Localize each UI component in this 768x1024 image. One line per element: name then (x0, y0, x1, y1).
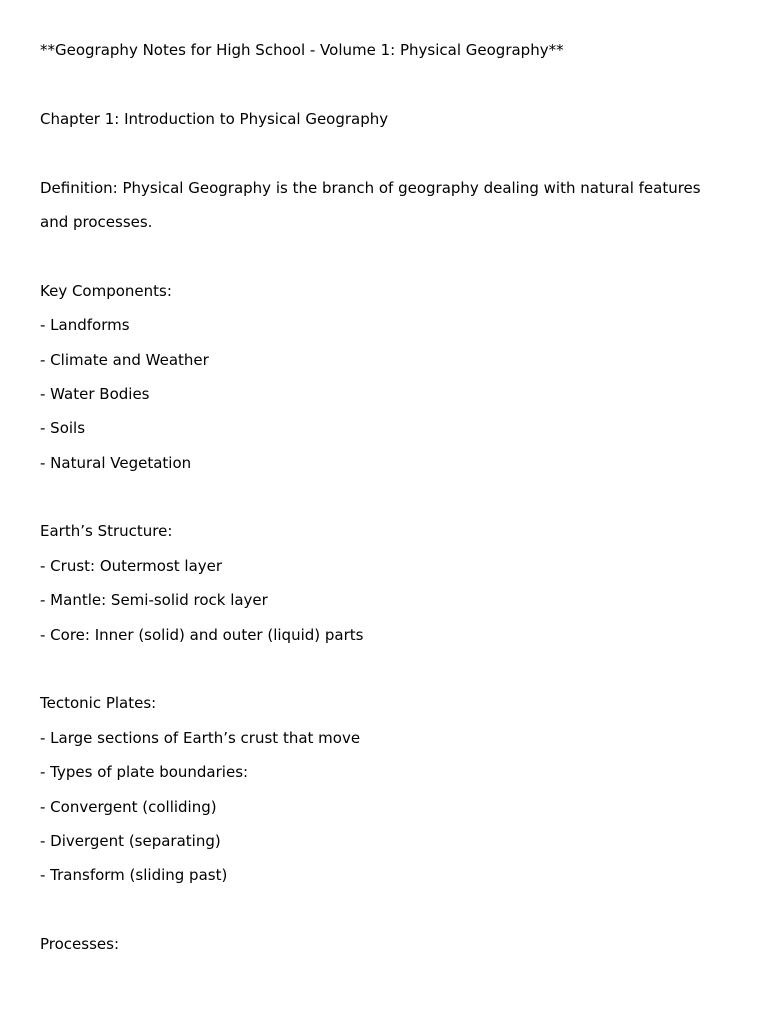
list-item: - Convergent (colliding) (40, 797, 217, 816)
list-item: - Crust: Outermost layer (40, 556, 223, 575)
list-item: - Natural Vegetation (40, 453, 192, 472)
spacer (40, 74, 740, 108)
spacer (40, 900, 740, 934)
spacer (40, 246, 740, 280)
list-item: - Transform (sliding past) (40, 866, 228, 885)
earth-structure-heading: Earth’s Structure: (40, 522, 173, 541)
tectonic-plates-heading: Tectonic Plates: (40, 694, 157, 713)
document-page (40, 40, 740, 969)
list-item: - Soils (40, 419, 86, 438)
spacer (40, 487, 740, 521)
document-title: **Geography Notes for High School - Volume 1: Physical Geography** (40, 41, 564, 59)
definition-line-continued: and processes. (40, 212, 153, 231)
list-item: - Types of plate boundaries: (40, 763, 249, 782)
list-item: - Large sections of Earth’s crust that move (40, 728, 361, 747)
spacer (40, 659, 740, 693)
list-item: - Divergent (separating) (40, 831, 221, 850)
key-components-heading: Key Components: (40, 281, 172, 300)
list-item: - Core: Inner (solid) and outer (liquid) parts (40, 625, 364, 644)
definition-line: Definition: Physical Geography is the branch of geography dealing with natural features (40, 178, 701, 197)
list-item: - Mantle: Semi-solid rock layer (40, 591, 268, 610)
list-item: - Water Bodies (40, 384, 150, 403)
list-item: - Climate and Weather (40, 350, 209, 369)
processes-heading: Processes: (40, 935, 119, 954)
list-item: - Landforms (40, 316, 130, 335)
spacer (40, 143, 740, 177)
chapter-heading: Chapter 1: Introduction to Physical Geography (40, 109, 389, 128)
